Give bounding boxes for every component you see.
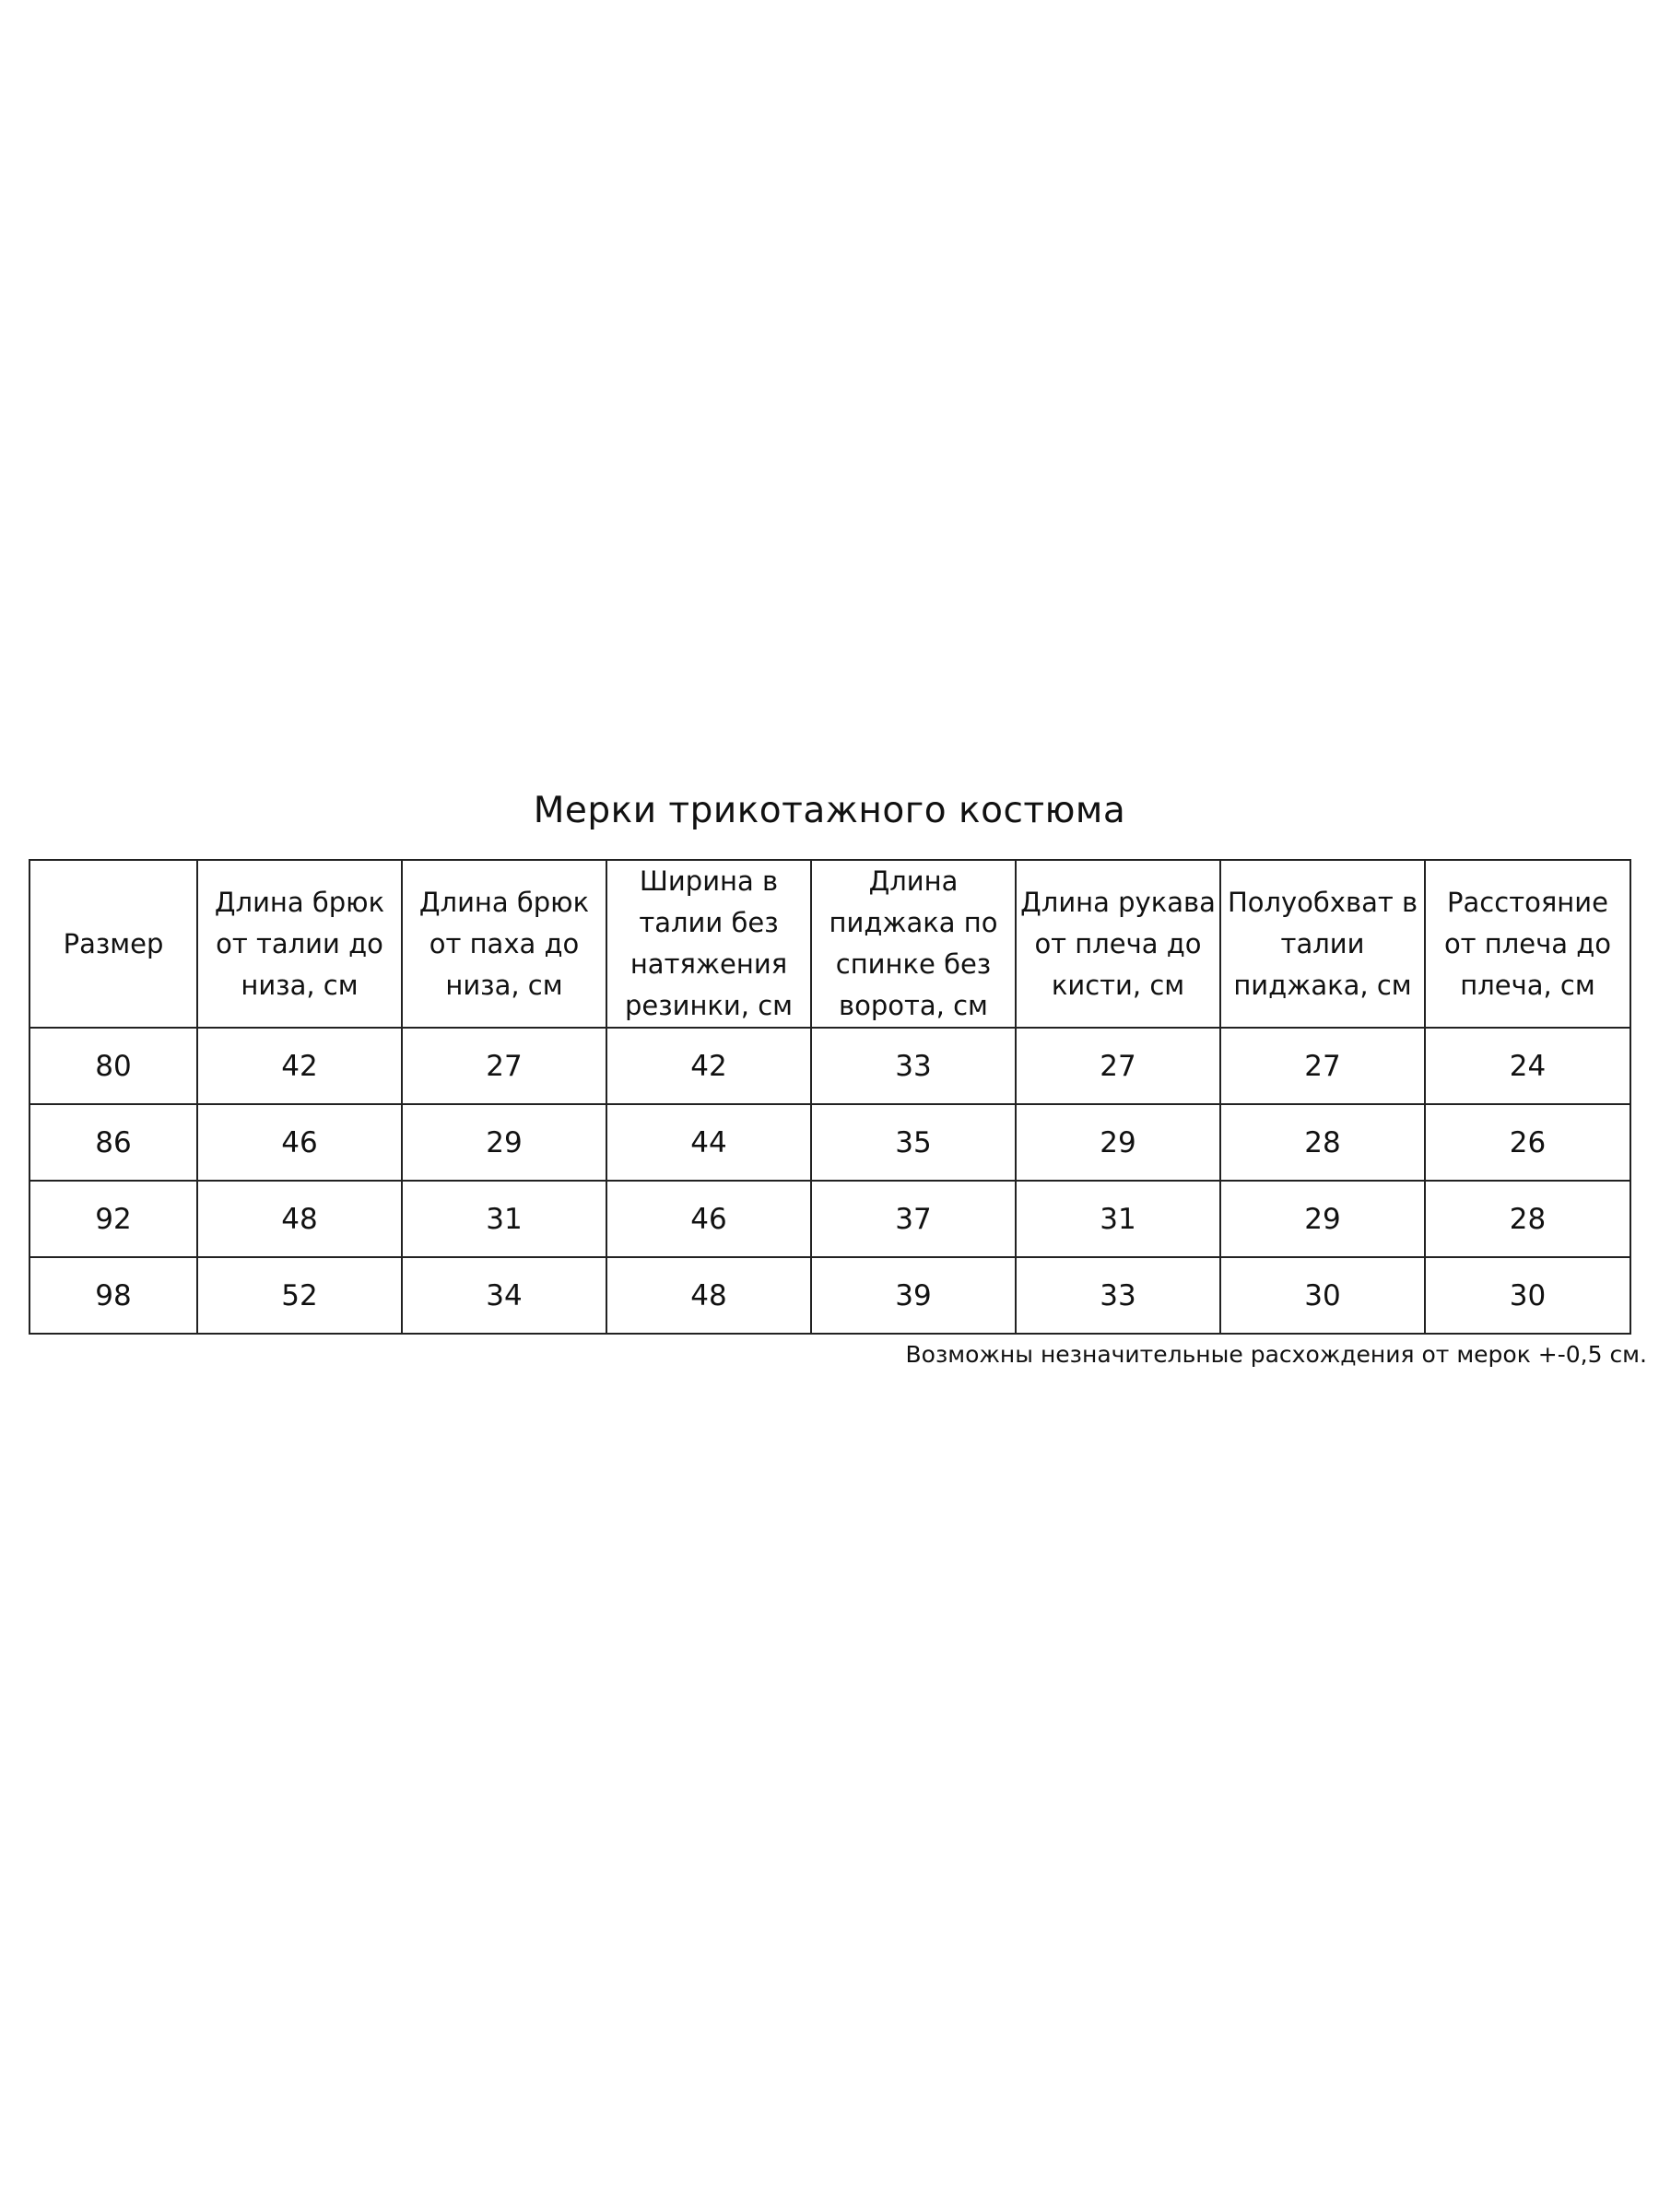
table-cell: 48 <box>606 1257 811 1334</box>
table-row <box>29 1028 1630 1104</box>
header-jacket-half-waist: Полуобхват в талии пиджака, см <box>1220 860 1425 1028</box>
table-cell: 31 <box>402 1181 606 1257</box>
table-cell: 42 <box>197 1028 402 1104</box>
header-jacket-length: Длина пиджака по спинке без ворота, см <box>811 860 1016 1028</box>
table-header-row <box>29 860 1630 1028</box>
table-row <box>29 1181 1630 1257</box>
table-cell: 24 <box>1425 1028 1630 1104</box>
table-cell: 48 <box>197 1181 402 1257</box>
header-pants-length-waist: Длина брюк от талии до низа, см <box>197 860 402 1028</box>
header-shoulder-width: Расстояние от плеча до плеча, см <box>1425 860 1630 1028</box>
table-cell: 46 <box>606 1181 811 1257</box>
table-cell: 98 <box>29 1257 197 1334</box>
table-cell: 31 <box>1016 1181 1220 1257</box>
table-cell: 46 <box>197 1104 402 1181</box>
table-cell: 42 <box>606 1028 811 1104</box>
table-cell: 34 <box>402 1257 606 1334</box>
table-row <box>29 1257 1630 1334</box>
table-cell: 33 <box>1016 1257 1220 1334</box>
table-cell: 30 <box>1425 1257 1630 1334</box>
table-cell: 33 <box>811 1028 1016 1104</box>
header-waist-width: Ширина в талии без натяжения резинки, см <box>606 860 811 1028</box>
table-cell: 44 <box>606 1104 811 1181</box>
measurement-tolerance-note: Возможны незначительные расхождения от мерок +-0,5 см. <box>905 1341 1647 1368</box>
header-sleeve-length: Длина рукава от плеча до кисти, см <box>1016 860 1220 1028</box>
table-cell: 27 <box>402 1028 606 1104</box>
table-cell: 80 <box>29 1028 197 1104</box>
table-cell: 52 <box>197 1257 402 1334</box>
header-pants-length-crotch: Длина брюк от паха до низа, см <box>402 860 606 1028</box>
table-cell: 29 <box>402 1104 606 1181</box>
table-cell: 27 <box>1016 1028 1220 1104</box>
document-title: Мерки трикотажного костюма <box>533 790 1126 831</box>
table-cell: 26 <box>1425 1104 1630 1181</box>
table-cell: 35 <box>811 1104 1016 1181</box>
table-row <box>29 1104 1630 1181</box>
table-cell: 27 <box>1220 1028 1425 1104</box>
table-cell: 86 <box>29 1104 197 1181</box>
table-cell: 92 <box>29 1181 197 1257</box>
table-cell: 29 <box>1016 1104 1220 1181</box>
table-cell: 39 <box>811 1257 1016 1334</box>
table-cell: 37 <box>811 1181 1016 1257</box>
table-cell: 30 <box>1220 1257 1425 1334</box>
table-cell: 28 <box>1220 1104 1425 1181</box>
header-size: Размер <box>29 860 197 1028</box>
size-chart-table <box>29 859 1631 1335</box>
table-cell: 28 <box>1425 1181 1630 1257</box>
table-cell: 29 <box>1220 1181 1425 1257</box>
